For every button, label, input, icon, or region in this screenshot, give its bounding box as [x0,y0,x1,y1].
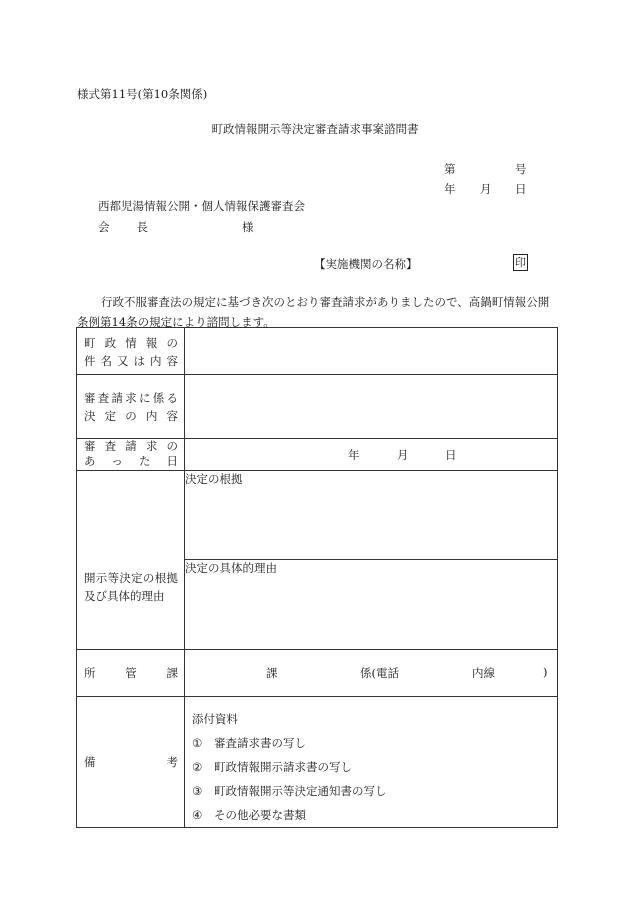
recipient-chairman [98,219,148,235]
value-reason[interactable] [185,560,558,650]
request-day: 日 [445,447,457,462]
list-item [192,803,551,827]
label-basis [77,471,185,650]
agency-name-label: 【実施機関の名称】 [314,257,418,271]
table-row-basis [77,471,558,560]
value-department[interactable] [185,650,558,697]
date-day: 日 [515,182,527,196]
form-number: 様式第11号(第10条関係) [77,87,208,101]
value-decision[interactable] [185,375,558,439]
table-row-request-date [77,439,558,471]
label-subject-line1: 町政情報の [84,336,178,350]
value-remarks[interactable] [185,697,558,828]
label-request-date-line2: あった日 [84,454,178,468]
list-marker: ③ [192,784,203,798]
document-title: 町政情報開示等決定審査請求事案諮問書 [211,122,419,136]
doc-number-dai: 第 [444,162,456,176]
date-month: 月 [480,182,492,196]
label-decision [77,375,185,439]
table-row-remarks [77,697,558,828]
attachments-title: 添付資料 [192,712,238,726]
label-subject-line2: 件名又は内容 [84,354,178,368]
reason-subheading: 決定の具体的理由 [185,561,277,575]
label-request-date [77,439,185,471]
value-subject[interactable] [185,328,558,375]
list-marker: ④ [192,808,203,822]
request-year: 年 [348,447,360,462]
list-item-text: その他必要な書類 [214,808,306,822]
label-department [77,650,185,697]
list-item [192,755,551,779]
table-row-subject [77,328,558,375]
list-item-text: 町政情報開示請求書の写し [214,760,352,774]
chairman-title: 会長 [98,220,148,234]
dept-close-paren: ) [543,665,548,679]
table-row-decision [77,375,558,439]
list-item-text: 町政情報開示等決定通知書の写し [214,784,387,798]
doc-number-go: 号 [515,162,527,176]
label-request-date-line1: 審査請求の [84,439,178,453]
basis-subheading: 決定の根拠 [185,472,243,486]
value-basis[interactable] [185,471,558,560]
table-row-department [77,650,558,697]
body-text: 行政不服審査法の規定に基づき次のとおり審査請求がありましたので、高鍋町情報公開条例第14条の規定により諮問します。 [77,295,550,329]
seal-mark: 印 [515,256,526,269]
value-request-date[interactable] [185,439,558,471]
date-year: 年 [444,182,456,196]
label-basis-line1: 開示等決定の根拠 [84,571,178,585]
label-department-text: 所管課 [84,666,178,680]
dept-kakari-tel: 係(電話 [360,666,399,680]
recipient-council: 西都児湯情報公開・個人情報保護審査会 [98,199,305,213]
consultation-table [76,327,558,828]
list-item [192,731,551,755]
label-decision-line1: 審査請求に係る [84,391,178,405]
label-basis-line2: 及び具体的理由 [84,589,165,603]
dept-ka: 課 [266,666,278,680]
attachments-list [185,697,557,827]
request-month: 月 [397,447,409,462]
list-item-text: 審査請求書の写し [214,736,306,750]
dept-naisen: 内線 [472,666,495,680]
label-remarks-text: 備考 [84,755,178,769]
label-remarks [77,697,185,828]
label-decision-line2: 決定の内容 [84,409,178,423]
list-marker: ② [192,760,203,774]
label-subject [77,328,185,375]
list-marker: ① [192,736,203,750]
honorific: 様 [242,220,254,234]
list-item [192,779,551,803]
